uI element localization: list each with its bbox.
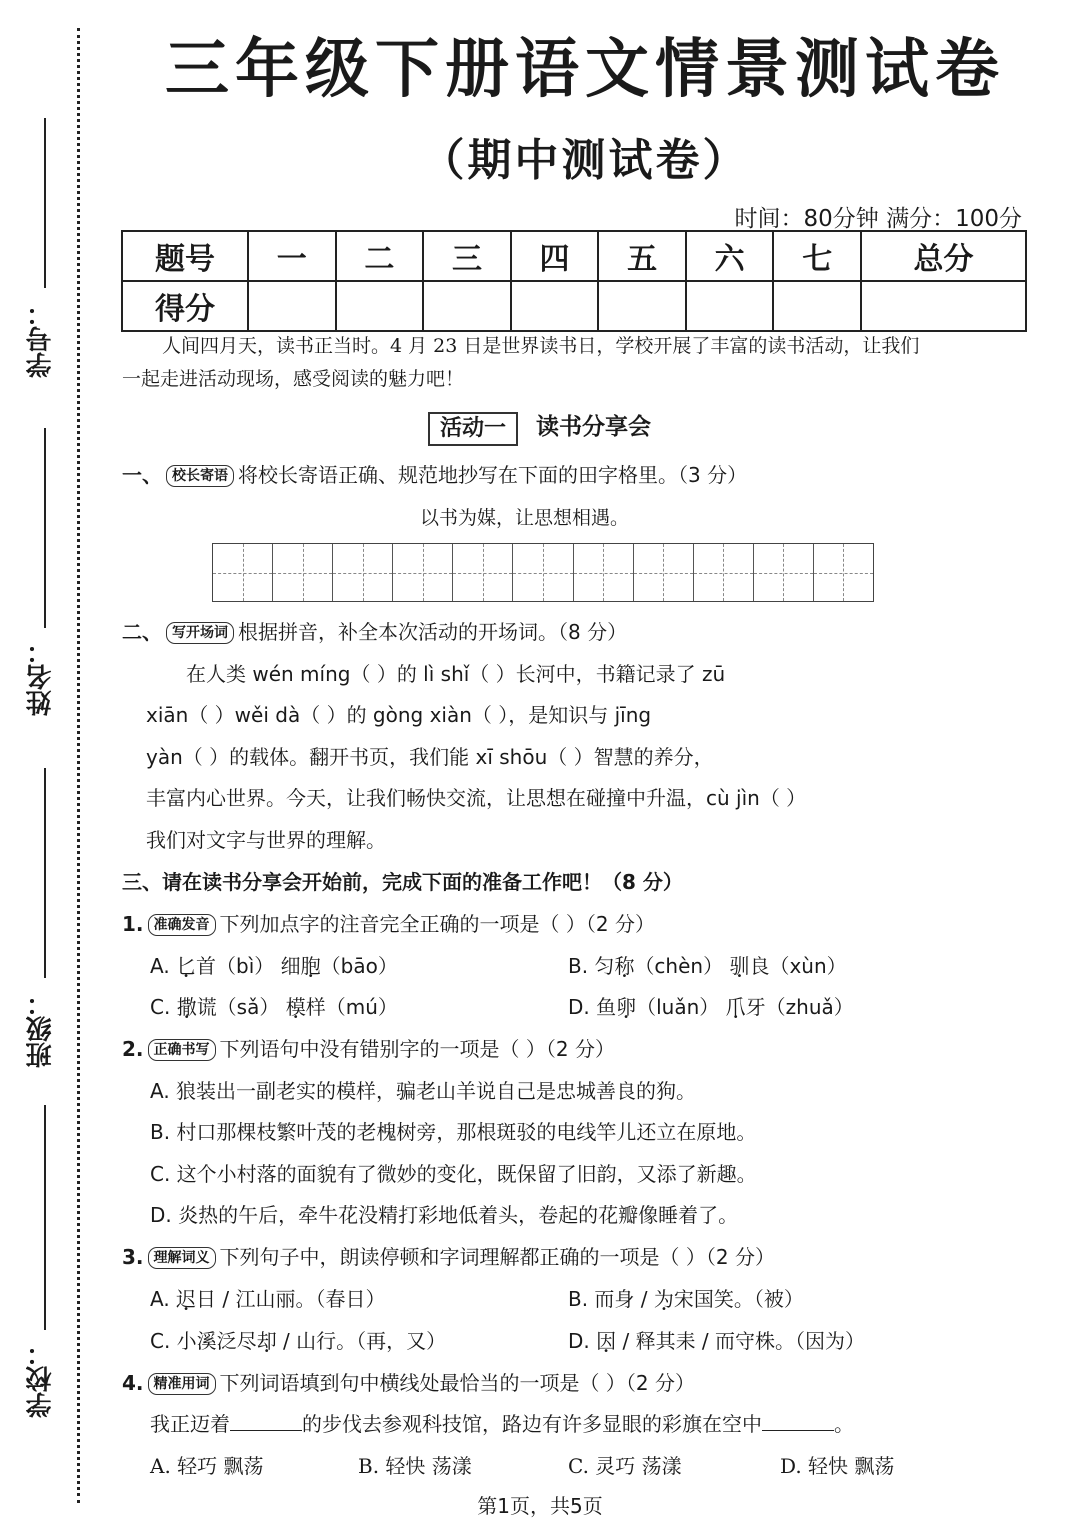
sub-question-number: 4. — [122, 1371, 144, 1395]
exam-meta: 时间：80分钟 满分：100分 — [734, 206, 1022, 232]
school-line — [44, 1105, 46, 1330]
intro-line-2: 一起走进活动现场，感受阅读的魅力吧！ — [122, 368, 465, 390]
fill-sentence: 我正迈着 的步伐去参观科技馆，路边有许多显眼的彩旗在空中 。 — [150, 1412, 854, 1436]
score-header-cell: 七 — [773, 231, 861, 281]
question-tag: 理解词义 — [148, 1247, 216, 1269]
question-2 — [122, 617, 627, 647]
score-header-cell: 三 — [423, 231, 511, 281]
question-number: 一、 — [122, 463, 162, 487]
score-cell[interactable] — [248, 281, 336, 331]
q2-line-3: yàn（ ）的载体。翻开书页，我们能 xī shōu（ ）智慧的养分， — [146, 745, 714, 769]
question-text: 下列语句中没有错别字的一项是（ ）（2 分） — [219, 1037, 615, 1061]
question-text: 下列词语填到句中横线处最恰当的一项是（ ）（2 分） — [219, 1371, 695, 1395]
q2-line-1: 在人类 wén míng（ ）的 lì shǐ（ ）长河中，书籍记录了 zū — [186, 662, 726, 686]
page-subtitle: （期中测试卷） — [420, 135, 750, 186]
option-b[interactable]: B. 轻快 荡漾 — [358, 1454, 472, 1478]
score-header-cell: 五 — [598, 231, 686, 281]
sub-question-number: 1. — [122, 912, 144, 936]
name-line — [44, 428, 46, 628]
score-cell[interactable] — [686, 281, 774, 331]
question-1 — [122, 460, 747, 490]
school-label: 学校： — [26, 1340, 56, 1418]
question-number: 二、 — [122, 620, 162, 644]
score-cell[interactable] — [773, 281, 861, 331]
name-label: 姓名： — [26, 638, 56, 716]
intro-line-1: 人间四月天，读书正当时。4 月 23 日是世界读书日，学校开展了丰富的读书活动，让我们 — [162, 335, 920, 357]
question-3: 三、请在读书分享会开始前，完成下面的准备工作吧！（8 分） — [122, 870, 683, 894]
question-text: 下列加点字的注音完全正确的一项是（ ）（2 分） — [219, 912, 655, 936]
score-header-cell: 总分 — [861, 231, 1026, 281]
sub-question-3 — [122, 1242, 775, 1272]
score-cell[interactable] — [336, 281, 424, 331]
option-b[interactable]: B. 匀称（chèn） 驯良（xùn） — [568, 954, 847, 978]
question-tag: 精准用词 — [148, 1373, 216, 1395]
option-c[interactable]: C. 这个小村落的面貌有了微妙的变化，既保留了旧韵，又添了新趣。 — [150, 1162, 757, 1186]
grid-cell[interactable] — [574, 544, 634, 601]
motto-text: 以书为媒，让思想相遇。 — [420, 507, 630, 529]
student-id-line — [44, 118, 46, 288]
grid-cell[interactable] — [273, 544, 333, 601]
score-header-cell: 四 — [511, 231, 599, 281]
grid-cell[interactable] — [814, 544, 873, 601]
q2-line-4: 丰富内心世界。今天，让我们畅快交流，让思想在碰撞中升温，cù jìn（ ） — [146, 786, 807, 810]
score-cell[interactable] — [511, 281, 599, 331]
sub-question-2 — [122, 1034, 615, 1064]
grid-cell[interactable] — [393, 544, 453, 601]
score-header-cell: 六 — [686, 231, 774, 281]
grid-cell[interactable] — [694, 544, 754, 601]
option-b[interactable]: B. 而身 / 为宋国笑。（被） — [568, 1287, 804, 1311]
grid-cell[interactable] — [453, 544, 513, 601]
question-tag: 校长寄语 — [166, 465, 234, 487]
score-table-row — [122, 281, 1026, 331]
sub-question-1 — [122, 909, 655, 939]
grid-cell[interactable] — [513, 544, 573, 601]
option-c[interactable]: C. 撒谎（sǎ） 模样（mú） — [150, 995, 398, 1019]
score-row-label: 得分 — [122, 281, 248, 331]
class-line — [44, 768, 46, 978]
question-tag: 正确书写 — [148, 1039, 216, 1061]
tianzige-grid[interactable] — [212, 543, 874, 602]
question-tag: 准确发音 — [148, 914, 216, 936]
option-d[interactable]: D. 因 / 释其耒 / 而守株。（因为） — [568, 1329, 866, 1353]
option-c[interactable]: C. 小溪泛尽却 / 山行。（再，又） — [150, 1329, 447, 1353]
activity-label-box: 活动一 — [428, 412, 518, 446]
option-a[interactable]: A. 迟日 / 江山丽。（春日） — [150, 1287, 386, 1311]
question-text: 下列句子中，朗读停顿和字词理解都正确的一项是（ ）（2 分） — [219, 1245, 775, 1269]
score-header-cell: 题号 — [122, 231, 248, 281]
score-table — [121, 230, 1027, 332]
score-header-cell: 一 — [248, 231, 336, 281]
blank-1[interactable] — [230, 1412, 302, 1431]
option-a[interactable]: A. 狼装出一副老实的模样，骗老山羊说自己是忠城善良的狗。 — [150, 1079, 697, 1103]
student-id-label: 学号： — [26, 300, 56, 378]
option-d[interactable]: D. 炎热的午后，牵牛花没精打彩地低着头，卷起的花瓣像睡着了。 — [150, 1203, 739, 1227]
question-text: 根据拼音，补全本次活动的开场词。（8 分） — [238, 620, 628, 644]
option-d[interactable]: D. 鱼卵（luǎn） 爪牙（zhuǎ） — [568, 995, 854, 1019]
question-text: 将校长寄语正确、规范地抄写在下面的田字格里。（3 分） — [238, 463, 748, 487]
q2-line-5: 我们对文字与世界的理解。 — [146, 828, 386, 852]
option-d[interactable]: D. 轻快 飘荡 — [780, 1454, 895, 1478]
option-a[interactable]: A. 匕首（bì） 细胞（bāo） — [150, 954, 398, 978]
score-header-cell: 二 — [336, 231, 424, 281]
score-cell[interactable] — [861, 281, 1026, 331]
blank-2[interactable] — [762, 1412, 834, 1431]
option-b[interactable]: B. 村口那棵枝繁叶茂的老槐树旁，那根斑驳的电线竿儿还立在原地。 — [150, 1120, 757, 1144]
q2-line-2: xiān（ ）wěi dà（ ）的 gòng xiàn（ ），是知识与 jīng — [146, 703, 652, 727]
question-tag: 写开场词 — [166, 622, 234, 644]
sub-question-number: 2. — [122, 1037, 144, 1061]
intro-paragraph — [122, 330, 982, 396]
option-c[interactable]: C. 灵巧 荡漾 — [568, 1454, 682, 1478]
option-a[interactable]: A. 轻巧 飘荡 — [150, 1454, 264, 1478]
grid-cell[interactable] — [634, 544, 694, 601]
grid-cell[interactable] — [754, 544, 814, 601]
score-cell[interactable] — [423, 281, 511, 331]
binding-dotted-line — [77, 28, 80, 1503]
grid-cell[interactable] — [213, 544, 273, 601]
grid-cell[interactable] — [333, 544, 393, 601]
activity-title: 读书分享会 — [536, 414, 651, 440]
score-table-header-row — [122, 231, 1026, 281]
sub-question-4 — [122, 1368, 695, 1398]
class-label: 班级： — [26, 990, 56, 1068]
page-title: 三年级下册语文情景测试卷 — [165, 32, 1005, 107]
sub-question-number: 3. — [122, 1245, 144, 1269]
page-footer: 第1页，共5页 — [477, 1494, 603, 1518]
score-cell[interactable] — [598, 281, 686, 331]
